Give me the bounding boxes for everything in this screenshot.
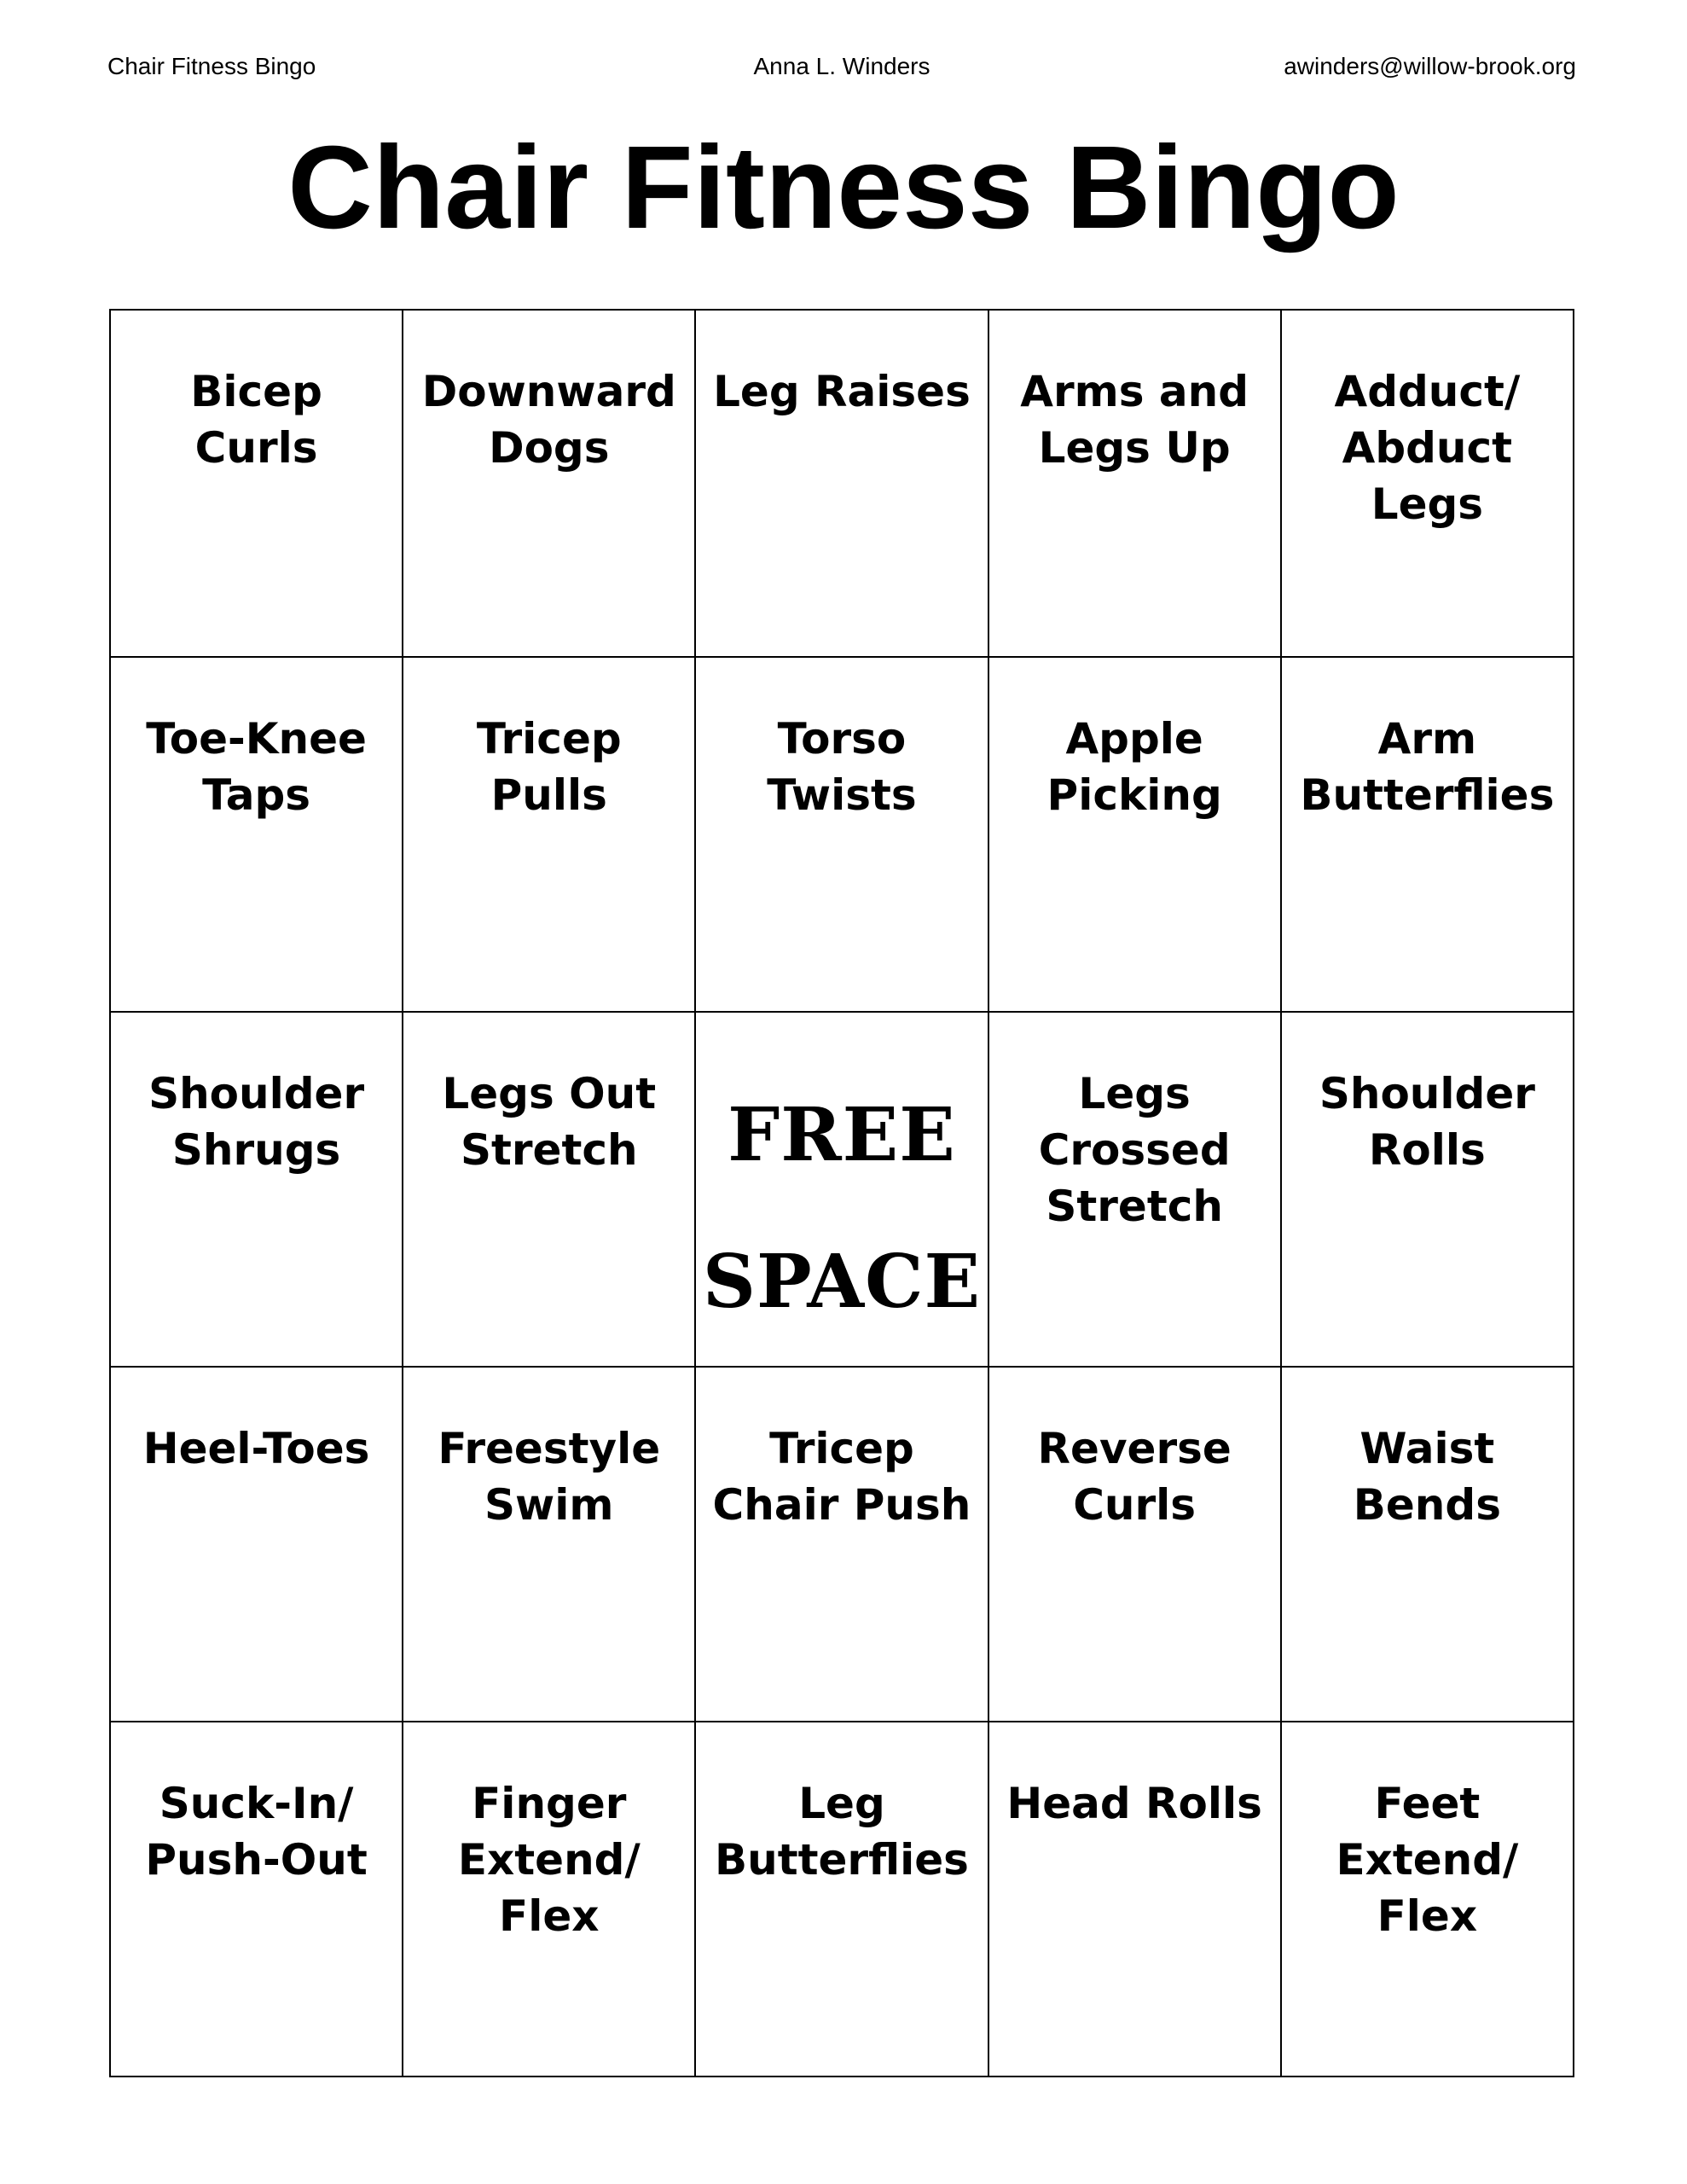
bingo-cell-label: Toe-Knee Taps — [146, 714, 367, 820]
bingo-cell-label: Shoulder Shrugs — [148, 1069, 365, 1175]
bingo-cell — [110, 1012, 403, 1367]
bingo-cell — [695, 1722, 988, 2077]
free-space-cell — [695, 1012, 988, 1367]
free-space-label: FREE SPACE — [702, 1092, 982, 1325]
bingo-row — [110, 1012, 1574, 1367]
bingo-cell-label: Leg Butterflies — [714, 1779, 969, 1885]
bingo-cell — [110, 310, 403, 657]
bingo-cell — [695, 657, 988, 1012]
bingo-cell — [1281, 310, 1574, 657]
bingo-row — [110, 657, 1574, 1012]
bingo-cell-label: Tricep Chair Push — [712, 1424, 971, 1530]
bingo-cell-label: Reverse Curls — [1037, 1424, 1232, 1530]
bingo-cell — [1281, 657, 1574, 1012]
bingo-cell — [110, 657, 403, 1012]
page-title: Chair Fitness Bingo — [287, 122, 1400, 253]
bingo-cell-label: Suck-In/ Push-Out — [145, 1779, 368, 1885]
bingo-cell — [403, 1367, 695, 1722]
bingo-cell-label: Feet Extend/ Flex — [1336, 1779, 1519, 1941]
bingo-cell-label: Arm Butterflies — [1300, 714, 1555, 820]
bingo-cell-label: Shoulder Rolls — [1319, 1069, 1535, 1175]
bingo-cell-label: Head Rolls — [1006, 1779, 1262, 1828]
bingo-cell — [695, 1367, 988, 1722]
bingo-cell — [988, 310, 1281, 657]
bingo-cell — [403, 1012, 695, 1367]
bingo-cell-label: Heel-Toes — [142, 1424, 370, 1473]
page-header — [107, 49, 1576, 84]
bingo-cell — [110, 1367, 403, 1722]
bingo-cell-label: Legs Out Stretch — [442, 1069, 657, 1175]
bingo-cell-label: Freestyle Swim — [438, 1424, 661, 1530]
bingo-cell-label: Leg Raises — [713, 367, 971, 416]
bingo-cell-label: Adduct/ Abduct Legs — [1334, 367, 1521, 529]
bingo-cell-label: Downward Dogs — [421, 367, 676, 473]
bingo-cell-label: Waist Bends — [1353, 1424, 1501, 1530]
bingo-row — [110, 310, 1574, 657]
bingo-cell — [403, 310, 695, 657]
bingo-cell — [1281, 1012, 1574, 1367]
bingo-row — [110, 1367, 1574, 1722]
bingo-cell-label: Apple Picking — [1046, 714, 1222, 820]
bingo-cell — [988, 657, 1281, 1012]
header-doc-title: Chair Fitness Bingo — [107, 53, 316, 79]
header-author: Anna L. Winders — [753, 53, 930, 79]
bingo-cell — [988, 1367, 1281, 1722]
bingo-row — [110, 1722, 1574, 2077]
bingo-card — [109, 309, 1574, 2077]
bingo-cell-label: Finger Extend/ Flex — [457, 1779, 641, 1941]
bingo-cell — [988, 1012, 1281, 1367]
bingo-cell-label: Bicep Curls — [190, 367, 322, 473]
bingo-cell — [110, 1722, 403, 2077]
bingo-cell — [1281, 1722, 1574, 2077]
header-email: awinders@willow-brook.org — [1284, 53, 1576, 79]
bingo-cell — [403, 1722, 695, 2077]
bingo-cell — [988, 1722, 1281, 2077]
bingo-cell-label: Torso Twists — [767, 714, 917, 820]
bingo-cell-label: Legs Crossed Stretch — [1038, 1069, 1231, 1231]
bingo-cell-label: Tricep Pulls — [476, 714, 622, 820]
bingo-cell — [1281, 1367, 1574, 1722]
bingo-cell — [695, 310, 988, 657]
bingo-cell — [403, 657, 695, 1012]
bingo-cell-label: Arms and Legs Up — [1020, 367, 1249, 473]
